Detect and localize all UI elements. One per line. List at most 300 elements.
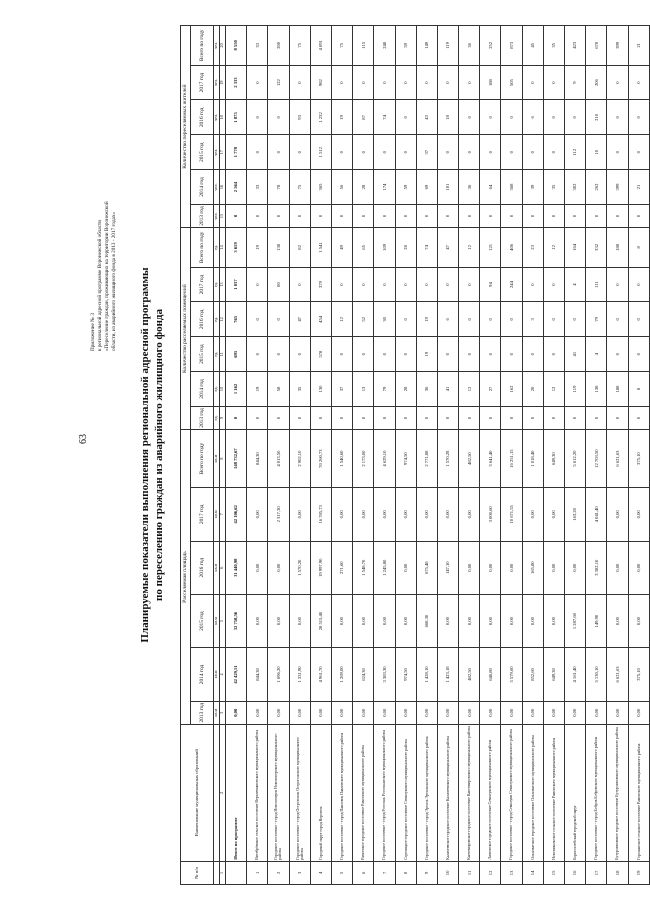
value-cell: 0 — [437, 406, 458, 429]
value-cell: 248 — [374, 26, 395, 66]
value-cell: 0,00 — [459, 488, 480, 541]
value-cell: 252 — [480, 26, 501, 66]
value-cell: 69 — [416, 170, 437, 205]
value-cell: 0 — [331, 65, 352, 100]
header-premises-group: Количество расселяемых помещений — [181, 228, 191, 430]
value-cell: 649,30 — [543, 430, 564, 488]
table-row — [247, 26, 268, 885]
value-cell: 399 — [607, 26, 628, 66]
value-cell: 0 — [522, 267, 543, 302]
table-row — [289, 26, 310, 885]
value-cell: 0 — [353, 204, 374, 227]
value-cell: 0,00 — [268, 701, 289, 724]
unit-cell: кв.м — [214, 701, 220, 724]
value-cell: 0 — [437, 337, 458, 372]
value-cell: 0,00 — [480, 594, 501, 647]
value-cell: 101 — [437, 170, 458, 205]
municipality-name: Итого по программе — [226, 724, 247, 861]
value-cell: 0,00 — [353, 488, 374, 541]
value-cell: 2 173,00 — [353, 430, 374, 488]
value-cell: 9 — [565, 65, 586, 100]
value-cell: 0 — [628, 267, 649, 302]
unit-cell: чел. — [214, 100, 220, 135]
table-row — [522, 26, 543, 885]
value-cell: 33 — [247, 170, 268, 205]
column-number-cell: 1 — [220, 861, 226, 884]
value-cell: 1 548,70 — [353, 541, 374, 594]
value-cell: 0 — [607, 135, 628, 170]
column-number-cell: 2 — [220, 724, 226, 861]
value-cell: 0 — [543, 337, 564, 372]
value-cell: 0 — [522, 337, 543, 372]
value-cell: 0,00 — [289, 594, 310, 647]
value-cell: 4 091 — [310, 26, 331, 66]
value-cell: 12 — [543, 228, 564, 268]
value-cell: 0,00 — [628, 488, 649, 541]
value-cell: 675,48 — [416, 541, 437, 594]
value-cell: 0 — [416, 65, 437, 100]
value-cell: 31 440,98 — [226, 541, 247, 594]
value-cell: 0 — [247, 100, 268, 135]
value-cell: 23 — [522, 228, 543, 268]
value-cell: 0 — [543, 267, 564, 302]
value-cell: 32 758,56 — [226, 594, 247, 647]
value-cell: 0 — [522, 406, 543, 429]
value-cell: 36 — [459, 26, 480, 66]
value-cell: 0 — [247, 406, 268, 429]
value-cell: 0 — [268, 337, 289, 372]
row-number — [226, 861, 247, 884]
value-cell: 0,00 — [374, 488, 395, 541]
value-cell: 0 — [331, 406, 352, 429]
value-cell: 0 — [501, 204, 522, 227]
value-cell: 0,00 — [247, 701, 268, 724]
value-cell: 0,00 — [437, 594, 458, 647]
value-cell: 375,10 — [628, 430, 649, 488]
value-cell: 5 612,20 — [565, 430, 586, 488]
value-cell: 47 — [437, 228, 458, 268]
value-cell: 58 — [268, 372, 289, 407]
municipality-name: Рамонское городское поселение Рамонского муниципального района — [353, 724, 374, 861]
value-cell: 1 570,20 — [289, 541, 310, 594]
value-cell: 1 423,18 — [437, 648, 458, 701]
value-cell: 0 — [480, 100, 501, 135]
value-cell: 0,00 — [289, 488, 310, 541]
municipality-name: Городское поселение - город Бобров Бобровского муниципального района — [586, 724, 607, 861]
table-row — [437, 26, 458, 885]
unit-cell: ед. — [214, 228, 220, 268]
value-cell: 42 106,62 — [226, 488, 247, 541]
value-cell: 0 — [437, 65, 458, 100]
value-cell: 21 — [628, 26, 649, 66]
municipality-name: Городское поселение - город Семилуки Семилукского муниципального района — [501, 724, 522, 861]
value-cell: 678 — [586, 26, 607, 66]
rotated-document — [85, 25, 640, 885]
header-total: Всего по году — [191, 430, 214, 488]
unit-cell: чел. — [214, 26, 220, 66]
value-cell: 0 — [459, 267, 480, 302]
value-cell: 0 — [374, 267, 395, 302]
value-cell: 375,10 — [628, 648, 649, 701]
header-year: 2014 год — [191, 170, 214, 205]
value-cell: 0 — [247, 204, 268, 227]
header-year: 2013 год — [191, 406, 214, 429]
value-cell: 0 — [607, 302, 628, 337]
value-cell: 0 — [607, 65, 628, 100]
value-cell: 0 — [459, 100, 480, 135]
value-cell: 35 — [543, 26, 564, 66]
value-cell: 163,20 — [565, 488, 586, 541]
value-cell: 12 — [331, 302, 352, 337]
value-cell: 0,00 — [437, 488, 458, 541]
row-number: 10 — [437, 861, 458, 884]
value-cell: 0 — [543, 406, 564, 429]
value-cell: 41 — [437, 372, 458, 407]
value-cell: 0 — [586, 406, 607, 429]
municipality-name: Городское поселение - город Россошь Россошанского муниципального района — [374, 724, 395, 861]
table-row — [565, 26, 586, 885]
value-cell: 695 — [226, 337, 247, 372]
value-cell: 0 — [226, 406, 247, 429]
value-cell: 41 — [565, 337, 586, 372]
value-cell: 0 — [310, 204, 331, 227]
value-cell: 1 778 — [226, 135, 247, 170]
value-cell: 93 — [289, 100, 310, 135]
row-number: 14 — [522, 861, 543, 884]
table-row — [459, 26, 480, 885]
header-total: Всего по году — [191, 228, 214, 268]
row-number: 3 — [289, 861, 310, 884]
value-cell: 399 — [607, 170, 628, 205]
municipality-name: Новоникольское сельское поселение Рамонского муниципального района — [543, 724, 564, 861]
column-number-cell: 20 — [220, 26, 226, 66]
value-cell: 28 515,40 — [310, 594, 331, 647]
unit-cell: кв.м — [214, 594, 220, 647]
value-cell: 19 — [416, 337, 437, 372]
value-cell: 1 875 — [226, 100, 247, 135]
value-cell: 271,60 — [331, 541, 352, 594]
value-cell: 12 — [459, 228, 480, 268]
value-cell: 1 232 — [310, 100, 331, 135]
value-cell: 0,00 — [289, 701, 310, 724]
value-cell: 0 — [628, 302, 649, 337]
header-year: 2016 год — [191, 541, 214, 594]
value-cell: 0 — [331, 337, 352, 372]
value-cell: 47 — [289, 302, 310, 337]
value-cell: 852,60 — [522, 648, 543, 701]
value-cell: 0 — [289, 337, 310, 372]
value-cell: 0,00 — [501, 701, 522, 724]
value-cell: 0 — [543, 100, 564, 135]
value-cell: 109 — [374, 228, 395, 268]
value-cell: 0 — [289, 135, 310, 170]
value-cell: 0 — [416, 267, 437, 302]
value-cell: 4 — [565, 267, 586, 302]
header-year: 2015 год — [191, 594, 214, 647]
column-number-cell: 10 — [220, 372, 226, 407]
value-cell: 0 — [289, 65, 310, 100]
value-cell: 0,00 — [437, 701, 458, 724]
table-row — [310, 26, 331, 885]
value-cell: 39 — [522, 170, 543, 205]
value-cell: 119 — [565, 372, 586, 407]
value-cell: 0 — [480, 135, 501, 170]
municipality-name: Городское поселение - город Новохоперск Новохоперского муниципального района — [268, 724, 289, 861]
row-number: 11 — [459, 861, 480, 884]
value-cell: 115 — [353, 26, 374, 66]
table-row — [480, 26, 501, 885]
value-cell: 74 — [416, 228, 437, 268]
value-cell: 16 251,15 — [501, 430, 522, 488]
column-number-cell: 8 — [220, 430, 226, 488]
row-number: 15 — [543, 861, 564, 884]
value-cell: 0 — [607, 267, 628, 302]
value-cell: 0 — [565, 204, 586, 227]
value-cell: 0 — [395, 337, 416, 372]
value-cell: 3 — [522, 302, 543, 337]
value-cell: 1 541 — [310, 228, 331, 268]
municipality-name: Горожанское сельское поселение Рамонского муниципального района — [628, 724, 649, 861]
value-cell: 262 — [586, 170, 607, 205]
column-number-cell: 18 — [220, 100, 226, 135]
value-cell: 0,00 — [628, 541, 649, 594]
table-row — [501, 26, 522, 885]
municipality-name: Стрелицкое городское поселение Семилукского муниципального района — [395, 724, 416, 861]
value-cell: 79 — [374, 372, 395, 407]
value-cell: 2 902,10 — [289, 430, 310, 488]
value-cell: 368 — [501, 170, 522, 205]
value-cell: 0 — [459, 302, 480, 337]
value-cell: 6 621,63 — [607, 648, 628, 701]
value-cell: 0 — [437, 267, 458, 302]
value-cell: 16 785,73 — [310, 488, 331, 541]
value-cell: 0 — [459, 406, 480, 429]
value-cell: 30 — [374, 302, 395, 337]
unit-cell: кв.м — [214, 430, 220, 488]
column-number-cell: 4 — [220, 648, 226, 701]
value-cell: 0 — [247, 65, 268, 100]
value-cell: 75 — [331, 26, 352, 66]
municipality-name: Городское поселение - город Эртиль Эртильского муниципального района — [416, 724, 437, 861]
column-number-cell: 15 — [220, 204, 226, 227]
value-cell: 0,00 — [522, 594, 543, 647]
value-cell: 35 — [289, 372, 310, 407]
value-cell: 0 — [607, 204, 628, 227]
value-cell: 5 579,60 — [501, 648, 522, 701]
title-line-2: по переселению граждан из аварийного жилищного фонда — [153, 309, 166, 601]
table-row — [607, 26, 628, 885]
value-cell: 0 — [628, 204, 649, 227]
value-cell: 0 — [628, 65, 649, 100]
value-cell: 0 — [268, 135, 289, 170]
value-cell: 0,00 — [543, 488, 564, 541]
value-cell: 28 — [395, 372, 416, 407]
value-cell: 0 — [437, 135, 458, 170]
value-cell: 149 — [416, 26, 437, 66]
indicators-table — [180, 25, 650, 885]
value-cell: 0 — [628, 135, 649, 170]
column-number-cell: 14 — [220, 228, 226, 268]
value-cell: 59 — [395, 26, 416, 66]
value-cell: 0,00 — [480, 541, 501, 594]
appendix-line: области, из аварийного жилищного фонда в 2013 - 2017 годах» — [111, 211, 118, 351]
value-cell: 974,50 — [395, 430, 416, 488]
value-cell: 0 — [226, 204, 247, 227]
unit-cell: чел. — [214, 170, 220, 205]
value-cell: 0 — [374, 65, 395, 100]
value-cell: 844,30 — [247, 430, 268, 488]
value-cell: 1 512 — [310, 135, 331, 170]
value-cell: 10 671,55 — [501, 488, 522, 541]
value-cell: 0 — [628, 337, 649, 372]
value-cell: 1 540,60 — [331, 430, 352, 488]
value-cell: 0,00 — [268, 541, 289, 594]
value-cell: 0,00 — [543, 541, 564, 594]
value-cell: 0,00 — [395, 594, 416, 647]
value-cell: 2 564 — [226, 170, 247, 205]
value-cell: 1 570,28 — [437, 430, 458, 488]
unit-cell: чел. — [214, 135, 220, 170]
value-cell: 0 — [331, 267, 352, 302]
table-row — [268, 26, 289, 885]
value-cell: 0 — [480, 406, 501, 429]
value-cell: 37 — [416, 135, 437, 170]
column-number-cell: 17 — [220, 135, 226, 170]
value-cell: 0 — [268, 406, 289, 429]
row-number: 13 — [501, 861, 522, 884]
value-cell: 0 — [289, 204, 310, 227]
value-cell: 0 — [395, 135, 416, 170]
value-cell: 188 — [607, 228, 628, 268]
value-cell: 0 — [480, 337, 501, 372]
municipality-name: Городское поселение - город Острогожск Острогожского муниципального района — [289, 724, 310, 861]
value-cell: 0,00 — [522, 488, 543, 541]
value-cell: 0,00 — [395, 701, 416, 724]
value-cell: 27 — [480, 372, 501, 407]
value-cell: 0 — [501, 302, 522, 337]
value-cell: 0 — [565, 302, 586, 337]
value-cell: 0,00 — [607, 541, 628, 594]
value-cell: 0 — [522, 204, 543, 227]
value-cell: 149,90 — [586, 594, 607, 647]
value-cell: 75 — [289, 170, 310, 205]
value-cell: 8 — [628, 372, 649, 407]
value-cell: 0 — [565, 406, 586, 429]
value-cell: 0,00 — [331, 594, 352, 647]
column-number-cell: 5 — [220, 594, 226, 647]
value-cell: 0 — [395, 406, 416, 429]
row-number: 5 — [331, 861, 352, 884]
row-number: 8 — [395, 861, 416, 884]
value-cell: 406 — [501, 228, 522, 268]
value-cell: 1 287,60 — [565, 594, 586, 647]
value-cell: 4 161,40 — [565, 648, 586, 701]
column-number-cell: 12 — [220, 302, 226, 337]
header-year: 2017 год — [191, 488, 214, 541]
value-cell: 52 — [353, 302, 374, 337]
value-cell: 0 — [607, 337, 628, 372]
value-cell: 74 — [374, 100, 395, 135]
value-cell: 0 — [374, 406, 395, 429]
value-cell: 0 — [628, 100, 649, 135]
value-cell: 82 — [289, 228, 310, 268]
row-number: 1 — [247, 861, 268, 884]
value-cell: 0,00 — [310, 701, 331, 724]
unit-cell: ед. — [214, 406, 220, 429]
municipality-name: Витебрёвское сельское поселение Верхнемамонского муниципального района — [247, 724, 268, 861]
value-cell: 130 — [310, 372, 331, 407]
row-number: 4 — [310, 861, 331, 884]
row-number: 16 — [565, 861, 586, 884]
value-cell: 28 — [353, 170, 374, 205]
value-cell: 0,00 — [416, 701, 437, 724]
unit-cell: ед. — [214, 337, 220, 372]
value-cell: 0,00 — [395, 488, 416, 541]
value-cell: 20 — [522, 372, 543, 407]
value-cell: 0 — [437, 204, 458, 227]
municipality-name: Латненское городское поселение Семилукского муниципального района — [480, 724, 501, 861]
row-number: 7 — [374, 861, 395, 884]
value-cell: 578 — [310, 337, 331, 372]
value-cell: 75 — [289, 26, 310, 66]
row-number: 17 — [586, 861, 607, 884]
value-cell: 244 — [501, 267, 522, 302]
row-number: 9 — [416, 861, 437, 884]
value-cell: 0,00 — [459, 701, 480, 724]
value-cell: 3 641,40 — [480, 430, 501, 488]
value-cell: 8 550 — [226, 26, 247, 66]
table-row — [416, 26, 437, 885]
value-cell: 19 — [247, 228, 268, 268]
municipality-name: Бутурлиновское городское поселение Бутурлиновского муниципального района — [607, 724, 628, 861]
row-number: 12 — [480, 861, 501, 884]
value-cell: 79 — [586, 302, 607, 337]
header-year: 2017 год — [191, 267, 214, 302]
column-number-cell: 16 — [220, 170, 226, 205]
value-cell: 0,00 — [247, 541, 268, 594]
value-cell: 0 — [416, 406, 437, 429]
value-cell: 0 — [565, 100, 586, 135]
value-cell: 188 — [607, 372, 628, 407]
value-cell: 982 — [310, 65, 331, 100]
value-cell: 6 621,63 — [607, 430, 628, 488]
header-total: Всего по году — [191, 26, 214, 66]
value-cell: 1 018,40 — [522, 430, 543, 488]
appendix-line: к региональной адресной программе Воронежской области — [97, 220, 104, 351]
value-cell: 0 — [607, 100, 628, 135]
value-cell: 0 — [459, 204, 480, 227]
value-cell: 19 — [331, 100, 352, 135]
value-cell: 49 — [331, 228, 352, 268]
value-cell: 0,00 — [607, 701, 628, 724]
value-cell: 36 — [416, 372, 437, 407]
value-cell: 0 — [501, 135, 522, 170]
value-cell: 302 — [565, 170, 586, 205]
value-cell: 0,00 — [480, 701, 501, 724]
value-cell: 0 — [289, 267, 310, 302]
value-cell: 206 — [586, 65, 607, 100]
unit-cell: кв.м — [214, 648, 220, 701]
column-number-cell: 6 — [220, 541, 226, 594]
value-cell: 147,10 — [437, 541, 458, 594]
value-cell: 121 — [480, 228, 501, 268]
value-cell: 0 — [522, 135, 543, 170]
value-cell: 19 997,90 — [310, 541, 331, 594]
column-number-cell: 9 — [220, 406, 226, 429]
value-cell: 0 — [501, 100, 522, 135]
header-year: 2013 год — [191, 701, 214, 724]
value-cell: 0,00 — [247, 594, 268, 647]
